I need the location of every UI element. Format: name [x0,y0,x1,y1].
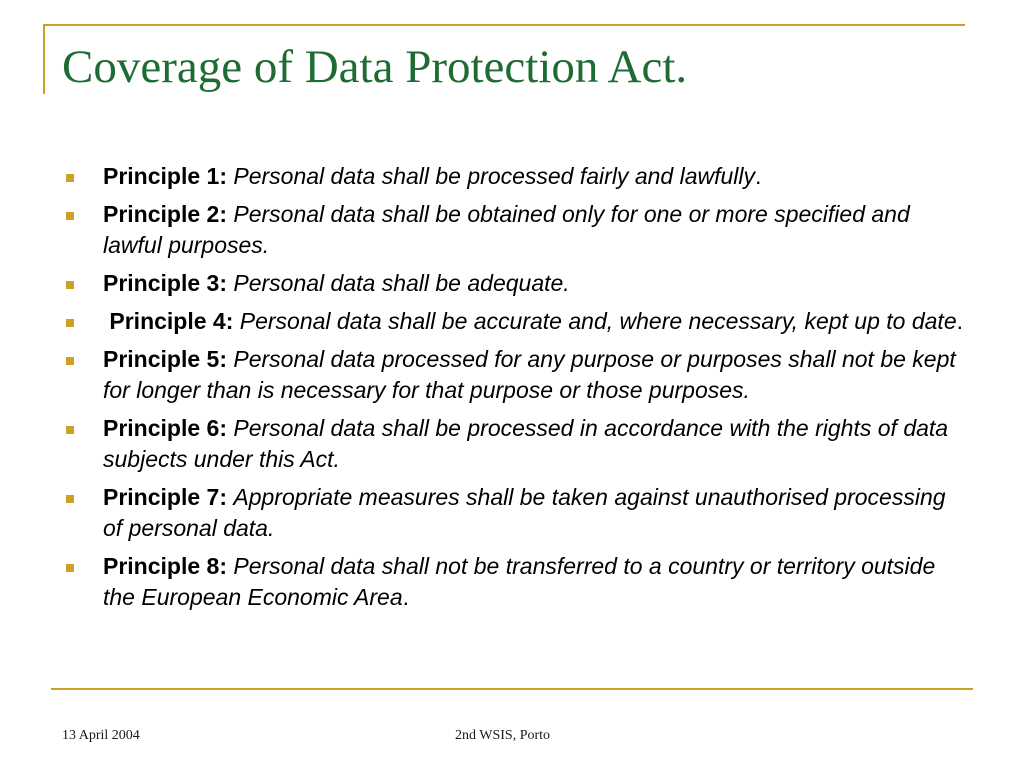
title-frame-left-rule [43,24,45,94]
title-frame-top-rule [43,24,965,26]
principle-7-item [64,482,964,544]
principle-text: Personal data shall be accurate and, where necessary, kept up to date [239,308,957,334]
principle-label: Principle 2: [103,201,227,227]
principle-text: Personal data shall be processed in accordance with the rights of data subjects under this Act. [103,415,949,472]
square-bullet-icon [66,281,74,289]
principle-label: Principle 8: [103,553,227,579]
principle-3-item [64,268,964,299]
square-bullet-icon [66,212,74,220]
square-bullet-icon [66,319,74,327]
principle-label: Principle 1: [103,163,227,189]
footer-divider [51,688,973,690]
principle-5-item [64,344,964,406]
principle-punctuation: . [402,584,409,610]
square-bullet-icon [66,357,74,365]
principle-text: Personal data shall be processed fairly and lawfully [233,163,755,189]
principle-label: Principle 4: [109,308,234,334]
square-bullet-icon [66,495,74,503]
principle-text: Personal data shall not be transferred to a country or territory outside the European Economic Area [103,553,936,610]
principle-2-item [64,199,964,261]
principle-1-item [64,161,964,192]
square-bullet-icon [66,564,74,572]
principle-punctuation: . [755,163,762,189]
principle-text: Personal data shall be obtained only for one or more specified and lawful purposes. [103,201,910,258]
principle-punctuation: . [956,308,964,334]
principle-label: Principle 7: [103,484,227,510]
principle-text: Personal data shall be adequate. [233,270,570,296]
footer-date: 13 April 2004 [62,728,140,743]
principle-text: Personal data processed for any purpose or purposes shall not be kept for longer than is necessary for that purpose or those purposes. [103,346,956,403]
footer-event: 2nd WSIS, Porto [455,728,551,743]
square-bullet-icon [66,426,74,434]
principles-list [64,161,964,613]
principle-8-item [64,551,964,613]
square-bullet-icon [66,174,74,182]
principle-4-item [64,306,964,337]
slide-title: Coverage of Data Protection Act. [62,41,688,93]
principle-text: Appropriate measures shall be taken against unauthorised processing of personal data. [103,484,946,541]
principle-6-item [64,413,964,475]
principle-label: Principle 3: [103,270,227,296]
principle-label: Principle 5: [103,346,227,372]
principle-label: Principle 6: [103,415,227,441]
